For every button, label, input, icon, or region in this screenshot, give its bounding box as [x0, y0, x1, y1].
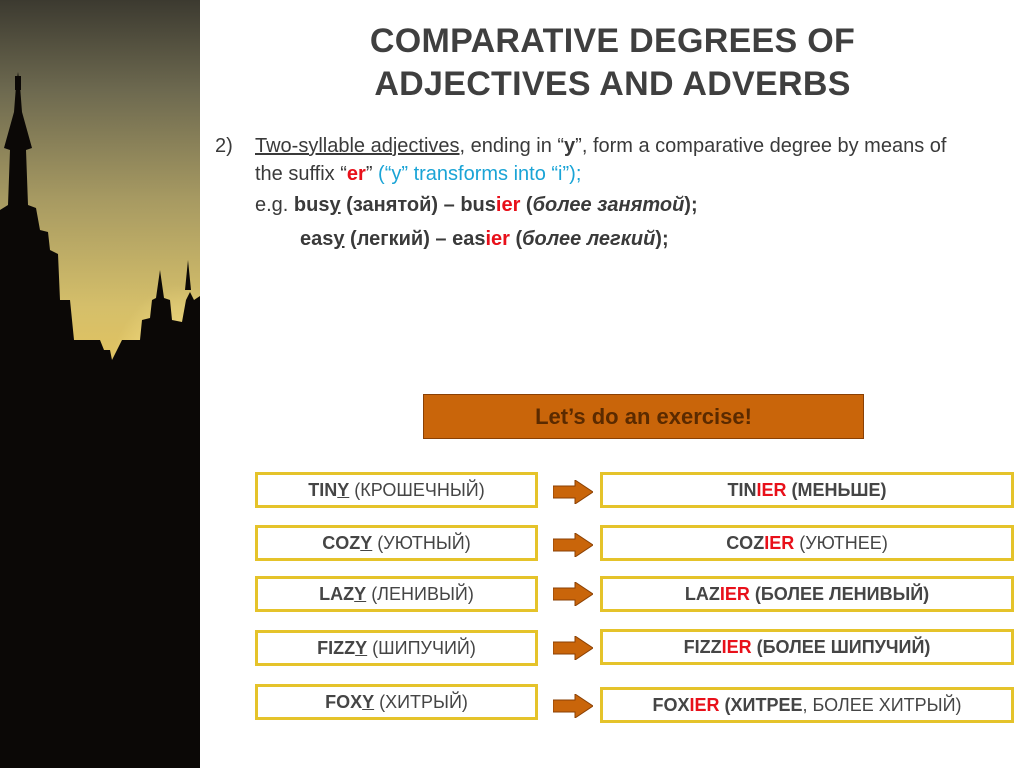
example-1-word: busy (занятой) – busier (более занятой);: [293, 194, 698, 216]
rule-underlined-term: Two-syllable adjectives: [255, 135, 460, 157]
arrow-right-icon: [553, 636, 593, 660]
exercise-banner: Let’s do an exercise!: [423, 394, 864, 439]
example-easy: [300, 228, 669, 251]
rule-note: (“y” transforms into “i”);: [378, 163, 582, 185]
rule-part-1: , ending in “: [459, 135, 565, 157]
word-box-tiny: TINY (КРОШЕЧНЫЙ): [255, 472, 538, 508]
rule-part-3: ”: [365, 163, 379, 185]
comparative-box-fizzier: FIZZIER (БОЛЕЕ ШИПУЧИЙ): [600, 629, 1014, 665]
word-box-fizzy: FIZZY (ШИПУЧИЙ): [255, 630, 538, 666]
arrow-right-icon: [553, 533, 593, 557]
arrow-right-icon: [553, 694, 593, 718]
arrow-right-icon: [553, 582, 593, 606]
rule-number: 2): [215, 135, 233, 157]
comparative-box-cozier: COZIER (УЮТНЕЕ): [600, 525, 1014, 561]
background-photo: [0, 0, 200, 768]
comparative-box-foxier: FOXIER (ХИТРЕЕ, БОЛЕЕ ХИТРЫЙ): [600, 687, 1014, 723]
example-busy: [255, 194, 698, 217]
comparative-box-tinier: TINIER (МЕНЬШЕ): [600, 472, 1014, 508]
word-box-cozy: COZY (УЮТНЫЙ): [255, 525, 538, 561]
rule-y: y: [564, 135, 576, 157]
word-box-lazy: LAZY (ЛЕНИВЫЙ): [255, 576, 538, 612]
word-box-foxy: FOXY (ХИТРЫЙ): [255, 684, 538, 720]
arrow-right-icon: [553, 480, 593, 504]
rule-er: er: [346, 163, 366, 185]
eg-label: e.g.: [255, 194, 289, 216]
castle-silhouette: [0, 0, 200, 768]
example-2-word: easy (легкий) – easier (более легкий);: [300, 228, 669, 250]
title-line-2: ADJECTIVES AND ADVERBS: [374, 65, 851, 103]
page-title: [240, 20, 985, 106]
comparative-box-lazier: LAZIER (БОЛЕЕ ЛЕНИВЫЙ): [600, 576, 1014, 612]
rule-text: [255, 132, 975, 188]
title-line-1: COMPARATIVE DEGREES OF: [369, 22, 856, 60]
rule-part-2: ”, form a comparative degree by means of the suffix “: [255, 135, 947, 185]
